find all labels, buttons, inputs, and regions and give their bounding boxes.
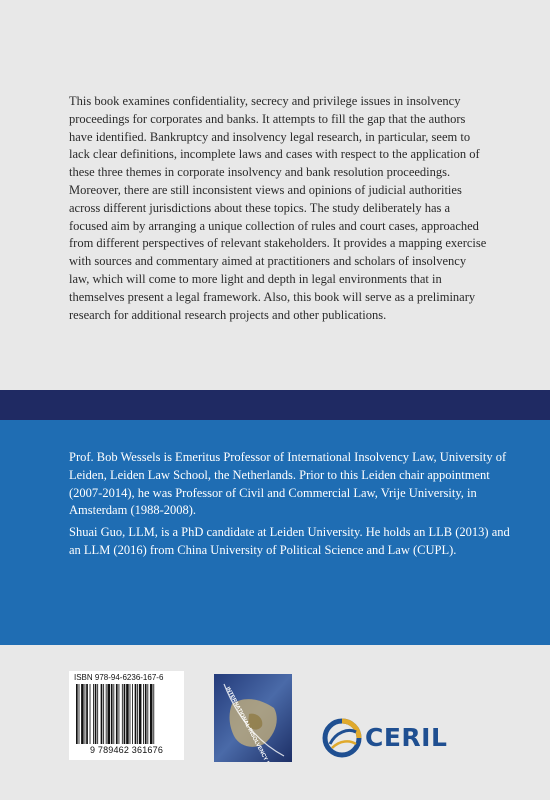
author-bio-guo: Shuai Guo, LLM, is a PhD candidate at Leiden University. He holds an LLB (2013) and an LLM (2016) from China University of Political Science and Law (CUPL). xyxy=(69,525,510,557)
barcode-bar xyxy=(135,684,137,744)
barcode-bar xyxy=(97,684,98,744)
barcode-bar xyxy=(101,684,103,744)
barcode-bar xyxy=(153,684,154,744)
barcode-bar xyxy=(143,684,144,744)
navy-divider-band xyxy=(0,390,550,420)
barcode-bar xyxy=(116,684,118,744)
barcode-bar xyxy=(122,684,123,744)
barcode-bar xyxy=(137,684,138,744)
barcode-bar xyxy=(79,684,80,744)
barcode-bar xyxy=(76,684,78,744)
barcode-digits: 9 789462 361676 xyxy=(89,745,164,755)
barcode-bar xyxy=(95,684,97,744)
ceril-logo xyxy=(322,718,462,758)
barcode-bar xyxy=(81,684,84,744)
book-description: This book examines confidentiality, secrecy and privilege issues in insolvency proceedings for corporates and banks. It attempts to fill the gap that the authors have identified. Bankruptcy and insolvency legal research, in particular, seem to lack clear definitions, incomplete laws and cases with respect to the application of these three themes in corporate insolvency and bank resolution proceedings. Moreover, there are still inconsistent views and opinions of judicial authorities across different jurisdictions about these topics. The study deliberately has a focused aim by arranging a unique collection of rules and court cases, approached from different perspectives of relevant stakeholders. It provides a mapping exercise with sources and commentary aimed at practitioners and scholars of insolvency law, which will come to more light and depth in legal environments that in themselves present a legal framework. Also, this book will serve as a preliminary research for additional research projects and other publications. xyxy=(69,94,487,322)
barcode-bar xyxy=(124,684,126,744)
author-bio-wessels: Prof. Bob Wessels is Emeritus Professor of International Insolvency Law, University of Leiden, Leiden Law School, the Netherlands. Prior to this Leiden chair appointment (2007-2014), he was Professor of Civil and Commercial Law, Vrije University, in Amsterdam (1988-2008). xyxy=(69,450,507,518)
back-cover-top xyxy=(0,0,550,390)
iii-logo-text: INTERNATIONAL INSOLVENCY xyxy=(224,686,269,762)
barcode-bar xyxy=(111,684,113,744)
isbn-label: ISBN 978-94-6236-167-6 xyxy=(74,673,164,682)
barcode-bar xyxy=(107,684,110,744)
barcode-bar xyxy=(85,684,86,744)
barcode-bar xyxy=(119,684,120,744)
barcode-bar xyxy=(113,684,114,744)
ceril-wordmark: CERIL xyxy=(365,723,448,752)
isbn-barcode xyxy=(69,671,184,760)
barcode-bar xyxy=(139,684,142,744)
barcode-bar xyxy=(93,684,94,744)
barcode-bar xyxy=(132,684,133,744)
barcode-bar xyxy=(106,684,107,744)
ceril-globe-icon xyxy=(322,718,362,758)
barcode-bars xyxy=(74,684,179,744)
barcode-bar xyxy=(126,684,129,744)
barcode-bar xyxy=(103,684,104,744)
barcode-bar xyxy=(150,684,153,744)
barcode-bar xyxy=(130,684,131,744)
barcode-bar xyxy=(90,684,91,744)
barcode-bar xyxy=(147,684,148,744)
barcode-bar xyxy=(145,684,147,744)
international-insolvency-institute-logo xyxy=(214,674,292,762)
barcode-bar xyxy=(86,684,88,744)
